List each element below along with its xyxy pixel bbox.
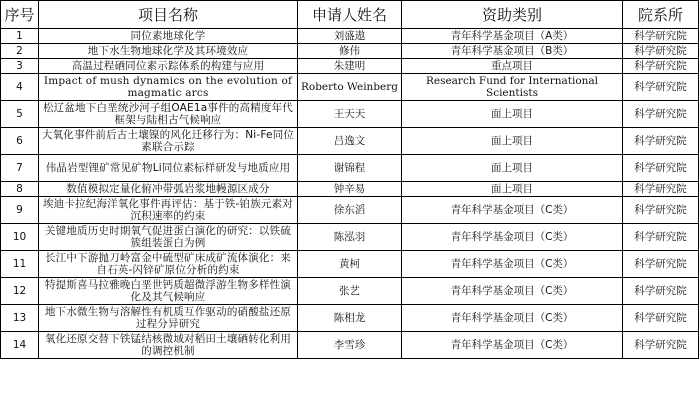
row-index: 13 bbox=[1, 305, 39, 332]
project-title: 松辽盆地下白垩统沙河子组OAE1a事件的高精度年代框架与陆相古气候响应 bbox=[39, 101, 298, 128]
row-index: 11 bbox=[1, 251, 39, 278]
applicant-name: 钟辛易 bbox=[298, 182, 402, 197]
department: 科学研究院 bbox=[623, 197, 699, 224]
funding-category: 青年科学基金项目（C类） bbox=[402, 197, 623, 224]
header-applicant: 申请人姓名 bbox=[298, 1, 402, 29]
header-funding-category: 资助类别 bbox=[402, 1, 623, 29]
department: 科学研究院 bbox=[623, 128, 699, 155]
table-row bbox=[1, 278, 699, 305]
applicant-name: 刘盛遨 bbox=[298, 29, 402, 44]
table-row bbox=[1, 197, 699, 224]
funding-category: 青年科学基金项目（C类） bbox=[402, 278, 623, 305]
applicant-name: 黄柯 bbox=[298, 251, 402, 278]
department: 科学研究院 bbox=[623, 101, 699, 128]
header-row bbox=[1, 1, 699, 29]
table-row bbox=[1, 101, 699, 128]
project-title: 同位素地球化学 bbox=[39, 29, 298, 44]
department: 科学研究院 bbox=[623, 44, 699, 59]
header-project-title: 项目名称 bbox=[39, 1, 298, 29]
row-index: 6 bbox=[1, 128, 39, 155]
applicant-name: 李雪珍 bbox=[298, 332, 402, 359]
applicant-name: 朱建明 bbox=[298, 59, 402, 74]
table-row bbox=[1, 305, 699, 332]
applicant-name: 修伟 bbox=[298, 44, 402, 59]
funding-category: Research Fund for International Scientists bbox=[402, 74, 623, 101]
table-row bbox=[1, 332, 699, 359]
project-title: 特提斯喜马拉雅晚白垩世钙质超微浮游生物多样性演化及其气候响应 bbox=[39, 278, 298, 305]
funding-category: 青年科学基金项目（B类） bbox=[402, 44, 623, 59]
funding-category: 青年科学基金项目（C类） bbox=[402, 305, 623, 332]
department: 科学研究院 bbox=[623, 74, 699, 101]
row-index: 1 bbox=[1, 29, 39, 44]
project-title: 地下水生物地球化学及其环境效应 bbox=[39, 44, 298, 59]
project-title: 关键地质历史时期氧气促进蛋白演化的研究：以铁硫簇组装蛋白为例 bbox=[39, 224, 298, 251]
row-index: 5 bbox=[1, 101, 39, 128]
table-row bbox=[1, 251, 699, 278]
funding-category: 青年科学基金项目（C类） bbox=[402, 251, 623, 278]
applicant-name: 王天天 bbox=[298, 101, 402, 128]
funding-category: 面上项目 bbox=[402, 128, 623, 155]
project-title: 长江中下游抛刀岭富金中硫型矿床成矿流体演化：来自石英-闪锌矿原位分析的约束 bbox=[39, 251, 298, 278]
row-index: 12 bbox=[1, 278, 39, 305]
department: 科学研究院 bbox=[623, 224, 699, 251]
row-index: 7 bbox=[1, 155, 39, 182]
table-row bbox=[1, 224, 699, 251]
table-row bbox=[1, 29, 699, 44]
row-index: 3 bbox=[1, 59, 39, 74]
department: 科学研究院 bbox=[623, 59, 699, 74]
applicant-name: 吕逸文 bbox=[298, 128, 402, 155]
project-title: 大氧化事件前后古土壤镍的风化迁移行为：Ni-Fe同位素联合示踪 bbox=[39, 128, 298, 155]
applicant-name: 张艺 bbox=[298, 278, 402, 305]
table-row bbox=[1, 182, 699, 197]
funding-category: 面上项目 bbox=[402, 155, 623, 182]
applicant-name: 陈相龙 bbox=[298, 305, 402, 332]
project-title: 氧化还原交替下铁锰结核微域对稻田土壤硒转化利用的调控机制 bbox=[39, 332, 298, 359]
table-row bbox=[1, 74, 699, 101]
funding-category: 重点项目 bbox=[402, 59, 623, 74]
project-title: 数值模拟定量化俯冲带弧岩浆地幔源区成分 bbox=[39, 182, 298, 197]
row-index: 10 bbox=[1, 224, 39, 251]
funding-category: 面上项目 bbox=[402, 182, 623, 197]
department: 科学研究院 bbox=[623, 251, 699, 278]
project-title: Impact of mush dynamics on the evolution of magmatic arcs bbox=[39, 74, 298, 101]
department: 科学研究院 bbox=[623, 182, 699, 197]
header-department: 院系所 bbox=[623, 1, 699, 29]
table-row bbox=[1, 59, 699, 74]
applicant-name: 谢锦程 bbox=[298, 155, 402, 182]
table-row bbox=[1, 155, 699, 182]
project-title: 高温过程硒同位素示踪体系的构建与应用 bbox=[39, 59, 298, 74]
applicant-name: 徐东滔 bbox=[298, 197, 402, 224]
funding-category: 青年科学基金项目（A类） bbox=[402, 29, 623, 44]
table-row bbox=[1, 128, 699, 155]
header-index: 序号 bbox=[1, 1, 39, 29]
funding-category: 面上项目 bbox=[402, 101, 623, 128]
row-index: 14 bbox=[1, 332, 39, 359]
department: 科学研究院 bbox=[623, 29, 699, 44]
department: 科学研究院 bbox=[623, 305, 699, 332]
department: 科学研究院 bbox=[623, 278, 699, 305]
table-row bbox=[1, 44, 699, 59]
funding-category: 青年科学基金项目（C类） bbox=[402, 224, 623, 251]
row-index: 2 bbox=[1, 44, 39, 59]
applicant-name: 陈泓羽 bbox=[298, 224, 402, 251]
row-index: 4 bbox=[1, 74, 39, 101]
project-title: 伟晶岩型锂矿常见矿物Li同位素标样研发与地质应用 bbox=[39, 155, 298, 182]
funding-category: 青年科学基金项目（C类） bbox=[402, 332, 623, 359]
project-title: 埃迪卡拉纪海洋氧化事件再评估：基于铁-铂族元素对沉积速率的约束 bbox=[39, 197, 298, 224]
project-title: 地下水微生物与溶解性有机质互作驱动的硝酸盐还原过程分异研究 bbox=[39, 305, 298, 332]
row-index: 8 bbox=[1, 182, 39, 197]
department: 科学研究院 bbox=[623, 332, 699, 359]
row-index: 9 bbox=[1, 197, 39, 224]
department: 科学研究院 bbox=[623, 155, 699, 182]
applicant-name: Roberto Weinberg bbox=[298, 74, 402, 101]
